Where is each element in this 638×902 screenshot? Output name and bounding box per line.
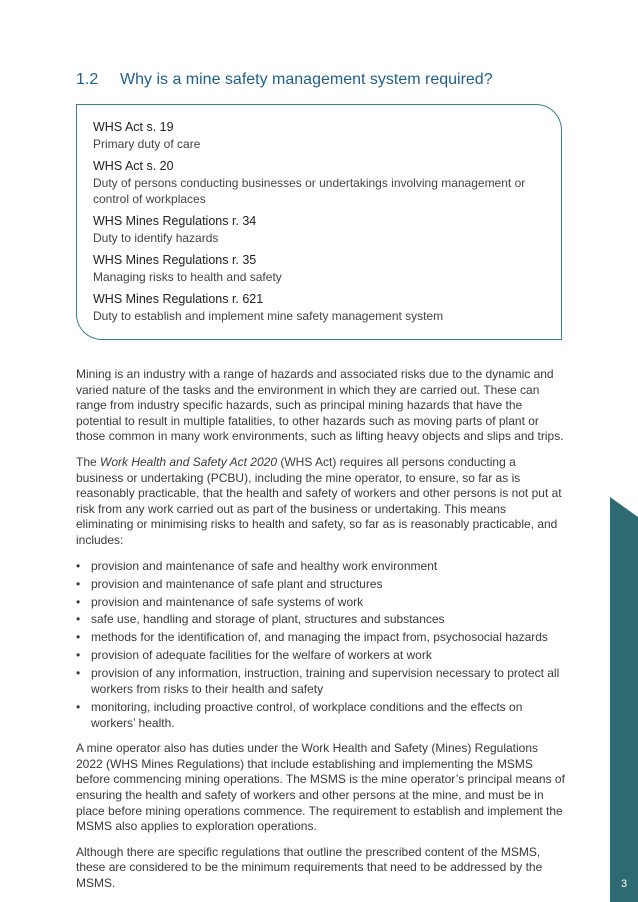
reference-description: Duty to establish and implement mine safety management system [93,309,444,323]
list-item: • methods for the identification of, and managing the impact from, psychosocial hazards [76,630,566,646]
legislation-reference [93,119,561,152]
section-number: 1.2 [76,71,99,88]
legislation-reference [93,252,561,285]
list-item: • provision of any information, instruction, training and supervision necessary to protect all workers from risks to their health and safety [76,666,566,697]
paragraph [76,455,566,549]
section-heading [76,71,596,89]
reference-title: WHS Mines Regulations r. 35 [93,253,257,267]
duties-list [76,559,566,732]
paragraph: Although there are specific regulations that outline the prescribed content of the MSMS, these are considered to be the minimum requirements that need to be addressed by the MSMS. [76,844,543,890]
legislation-reference [93,158,561,207]
list-item: • provision and maintenance of safe and healthy work environment [76,559,566,575]
list-item: • provision and maintenance of safe systems of work [76,595,566,611]
reference-description: Primary duty of care [93,137,201,151]
legislation-reference [93,213,561,246]
reference-title: WHS Mines Regulations r. 621 [93,292,264,306]
list-item: • monitoring, including proactive control, of workplace conditions and the effects on workers’ health. [76,700,566,731]
body-text [76,367,566,902]
list-item: • provision and maintenance of safe plant and structures [76,577,566,593]
paragraph-text: The [76,454,101,469]
paragraph-text: (WHS Act) requires all persons conducting a business or undertaking (PCBU), including the mine operator, to ensure, so far as is reasonably practicable, that the health and safety of workers and other persons is not put at risk from any work carried out as part of the business or undertaking. This means eliminating or minimising risks to health and safety, so far as is reasonably practicable, and includes: [76,454,562,547]
reference-description: Duty to identify hazards [93,231,219,245]
list-item: • provision of adequate facilities for the welfare of workers at work [76,648,566,664]
side-tab [610,497,638,902]
reference-title: WHS Mines Regulations r. 34 [93,214,257,228]
document-title-vertical: MINE SAFETY MANAGEMENT SYSTEM – CODE OF PRACTICE [10,640,18,840]
reference-title: WHS Act s. 20 [93,159,174,173]
page-number: 3 [620,878,628,890]
list-item: • safe use, handling and storage of plant, structures and substances [76,612,566,628]
legislation-callout-box [76,104,562,340]
reference-title: WHS Act s. 19 [93,120,174,134]
reference-description: Duty of persons conducting businesses or undertakings involving management or control of workplaces [93,176,526,206]
side-tab-corner [610,497,638,517]
paragraph: Mining is an industry with a range of hazards and associated risks due to the dynamic and varied nature of the tasks and the environment in which they are carried out. These can range from industry specific hazards, such as principal mining hazards that have the potential to result in multiple fatalities, to other hazards such as moving parts of plant or those common in many work environments, such as lifting heavy objects and slips and trips. [76,367,564,444]
paragraph: A mine operator also has duties under the Work Health and Safety (Mines) Regulations 2022 (WHS Mines Regulations) that include establishing and implementing the MSMS before commencing mining operations. The MSMS is the mine operator’s principal means of ensuring the health and safety of workers and other persons at the mine, and must be in place before mining operations commence. The requirement to establish and implement the MSMS also applies to exploration operations. [76,741,565,834]
legislation-reference [93,291,561,324]
section-title: Why is a mine safety management system required? [120,71,493,88]
act-title-italic: Work Health and Safety Act 2020 [100,454,277,469]
reference-description: Managing risks to health and safety [93,270,282,284]
